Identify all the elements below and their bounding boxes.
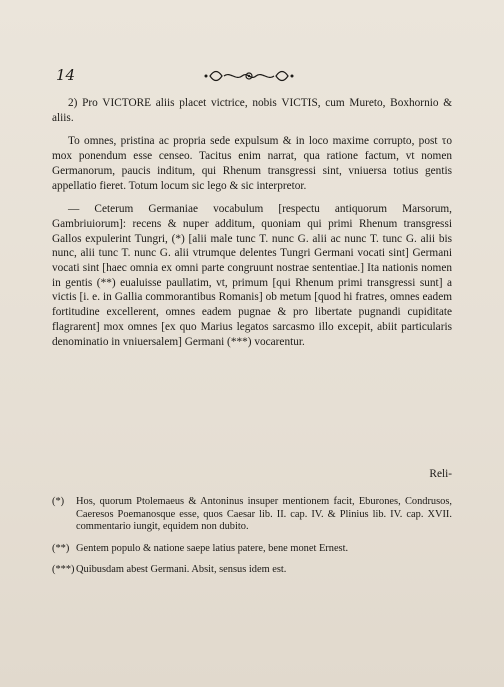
footnote-1: [52, 496, 452, 534]
catchword: Reli-: [429, 468, 452, 480]
page-header: [56, 66, 452, 88]
main-text: [52, 96, 452, 358]
footnote-text: Quibusdam abest Germani. Absit, sensus idem est.: [76, 564, 287, 576]
footnote-mark: (***): [52, 564, 75, 576]
footnote-text: Hos, quorum Ptolemaeus & Antoninus insuper mentionem facit, Eburones, Condrusos, Caeresos Poemanosque esse, quos Caesar lib. II. cap. IV. & Plinius lib. IV. cap. XVII. commentario iungit, equidem non dubito.: [76, 496, 452, 533]
footnotes: [52, 496, 452, 586]
footnote-3: [52, 564, 452, 577]
page-number: 14: [56, 66, 76, 84]
paragraph-3: — Ceterum Germaniae vocabulum [respectu antiquorum Marsorum, Gambriuiorum]: recens & nuper additum, quoniam qui primi Rhenum transgressi Gallos expulerint Tungri, (*) [alii male tunc T. nunc G. alii ac nunc T. tunc G. alii bis nunc, alii tunc T. nunc G. alii vtrumque delentes Tungri Germani vocati sint] Germani vocati sint [haec omnia ex omni parte congruunt nostrae sententiae.] Ita nationis nomen in gentis (**) eualuisse paullatim, vt, primum [qui Rhenum primi transgressi sunt] a victis [i. e. in Gallia commorantibus Romanis] ob metum [quod hi fratres, omnes eadem fortitudine excellerent, omnes eadem pugnae & pro libertate pugnandi cupiditate flagrarent] mox omnes [ex quo Marius legatos sarcasmo illo excepit, abiit particularis denominatio in vniuersalem] Germani (***) vocarentur.: [52, 203, 452, 348]
paragraph-1: 2) Pro VICTORE aliis placet victrice, nobis VICTIS, cum Mureto, Boxhornio & aliis.: [52, 97, 452, 124]
footnote-2: [52, 543, 452, 556]
printer-ornament-icon: [204, 68, 294, 84]
footnote-text: Gentem populo & natione saepe latius patere, bene monet Ernest.: [76, 542, 349, 554]
footnote-mark: (**): [52, 542, 70, 554]
footnote-mark: (*): [52, 496, 65, 507]
paragraph-2: To omnes, pristina ac propria sede expulsum & in loco maxime corrupto, post το mox ponendum esse censeo. Tacitus enim narrat, qua ratione factum, vt nomen Germanorum, paucis inditum, qui Rhenum transgressi sint, vniuersa totius gentis appellatio fieret. Totum locum sic lego & sic interpretor.: [52, 135, 452, 192]
